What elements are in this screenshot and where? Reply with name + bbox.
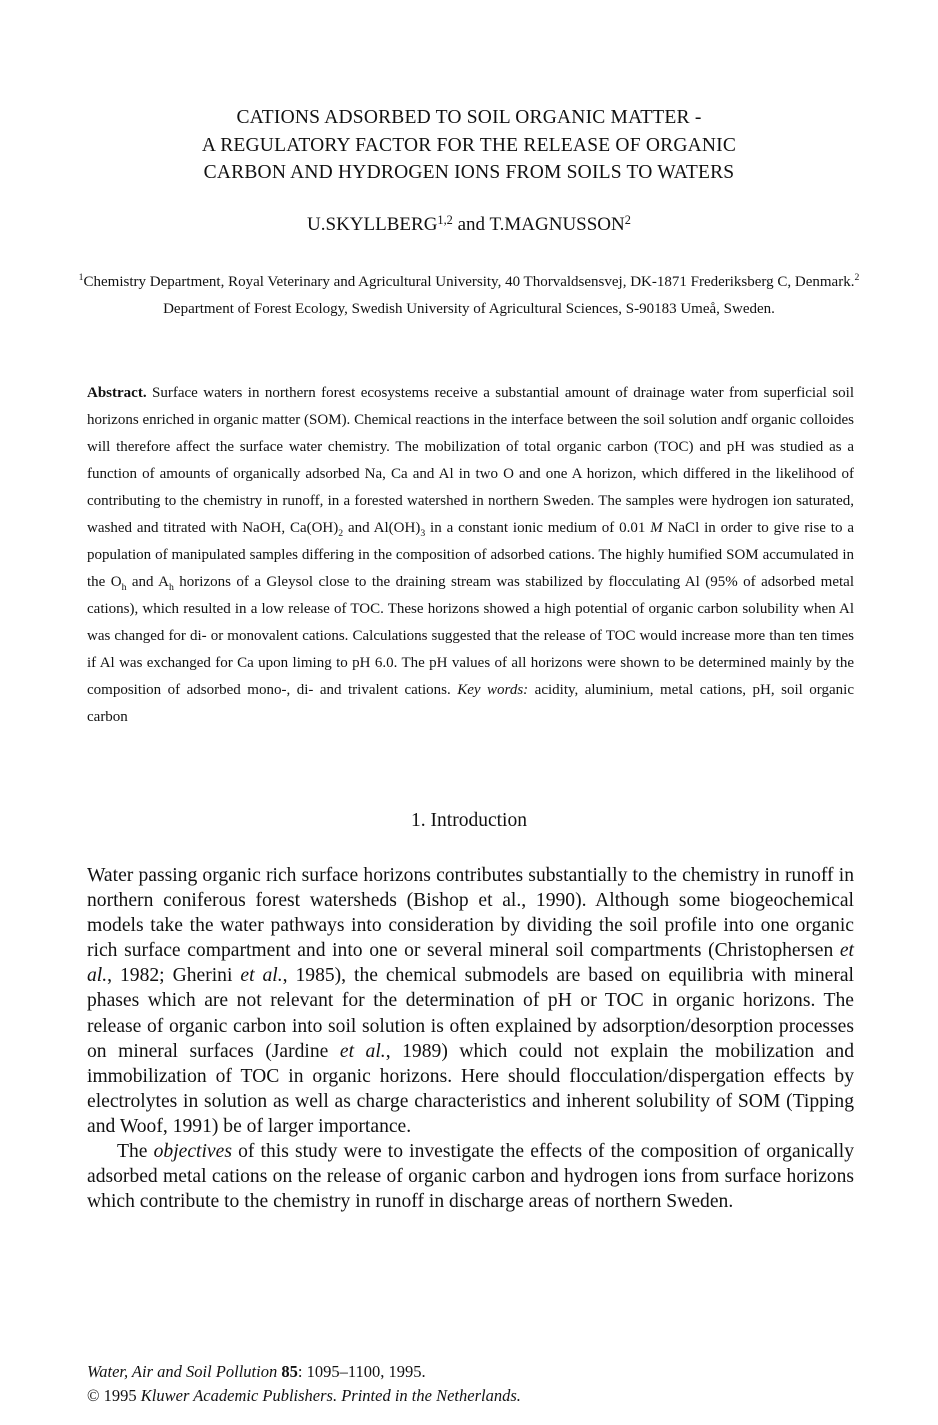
abstract-text: and Al(OH) [343, 520, 421, 536]
body-text: Water passing organic rich surface horizons contributes substantially to the chemistry in runoff in northern coniferous forest watersheds (Bishop et al., 1990). Although some biogeochemical models take the water pathways into consideration by dividing the soil profile into one organic rich surface compartment and into one or several mineral soil compartments (Christophersen [87, 865, 854, 962]
paragraph [87, 863, 854, 1139]
affiliation-marker: 1 [78, 272, 84, 283]
title-line: CATIONS ADSORBED TO SOIL ORGANIC MATTER - [236, 107, 702, 128]
abstract-text: Surface waters in northern forest ecosystems receive a substantial amount of drainage water from superficial soil horizons enriched in organic matter (SOM). Chemical reactions in the interface between the soil solution andf organic colloides will therefore affect the surface water chemistry. The mobilization of total organic carbon (TOC) and pH was studied as a function of amounts of organically adsorbed Na, Ca and Al in two O and one A horizon, which differed in the likelihood of contributing to the chemistry in runoff, in a forested watershed in northern Sweden. The samples were hydrogen ion saturated, washed and titrated with NaOH, Ca(OH) [87, 385, 854, 536]
title-line: A REGULATORY FACTOR FOR THE RELEASE OF ORGANIC [201, 134, 737, 156]
body-text: , 1985), the chemical submodels are based on equilibria with mineral phases which are not relevant for the determination of pH or TOC in organic horizons. The release of organic carbon into soil solution is often explained by adsorption/desorption processes on mineral surfaces (Jardine [87, 965, 854, 1062]
abstract-label: Abstract. [87, 385, 147, 401]
affiliation-marker: 2 [854, 272, 860, 283]
abstract-text: NaCl in order to give rise to a population of manipulated samples differing in the composition of adsorbed cations. The highly humified SOM accumulated in the O [87, 520, 854, 590]
emphasis: objectives [153, 1141, 232, 1163]
affiliation-text: Department of Forest Ecology, Swedish University of Agricultural Sciences, S-90183 Umeå, Sweden. [163, 301, 775, 317]
keywords-label: Key words: [457, 682, 529, 698]
subscript: h [121, 582, 127, 593]
body-text: The [117, 1141, 154, 1163]
keywords: acidity, aluminium, metal cations, pH, soil organic carbon [87, 682, 854, 725]
abstract-text: horizons of a Gleysol close to the draining stream was stabilized by flocculating Al (95% of adsorbed metal cations), which resulted in a low release of TOC. These horizons showed a high potential of organic carbon solubility when Al was changed for di- or monovalent cations. Calculations suggested that the release of TOC would increase more than ten times if Al was exchanged for Ca upon liming to pH 6.0. The pH values of all horizons were shown to be determined mainly by the composition of adsorbed mono-, di- and trivalent cations. [87, 574, 854, 698]
volume: 85 [281, 1362, 298, 1381]
abstract [87, 380, 854, 731]
author-affiliation-marker: 2 [624, 213, 631, 227]
author-name: U.SKYLLBERG [307, 214, 438, 235]
journal-name: Water, Air and Soil Pollution [87, 1362, 282, 1381]
author-separator: and [452, 214, 490, 235]
body-text: , 1989) which could not explain the mobilization and immobilization of TOC in organic horizons. Here should flocculation/dispergation effects by electrolytes in solution as well as charge characteristics and inherent solubility of SOM (Tipping and Woof, 1991) be of larger importance. [87, 1040, 854, 1137]
et-al: et al. [87, 940, 854, 987]
affiliation-text: Chemistry Department, Royal Veterinary and Agricultural University, 40 Thorvaldsensvej, DK-1871 Frederiksberg C, Denmark. [83, 274, 855, 290]
publisher: Kluwer Academic Publishers. Printed in the Netherlands. [140, 1386, 521, 1405]
body-text: of this study were to investigate the effects of the composition of organically adsorbed metal cations on the release of organic carbon and hydrogen ions from surface horizons which contribute to the chemistry in runoff in discharge areas of northern Sweden. [87, 1141, 854, 1213]
citation-footer [87, 1360, 521, 1408]
paper-title [0, 104, 938, 187]
author-affiliation-marker: 1,2 [437, 213, 453, 227]
abstract-text: in a constant ionic medium of 0.01 [425, 520, 651, 536]
subscript: 3 [420, 528, 426, 539]
subscript: h [169, 582, 174, 593]
journal-citation [87, 1360, 521, 1384]
author-name: T.MAGNUSSON [489, 214, 625, 235]
molar-unit: M [650, 520, 663, 536]
et-al: et al. [339, 1040, 386, 1062]
section-heading: 1. Introduction [411, 810, 527, 831]
copyright-year: © 1995 [87, 1386, 141, 1405]
body-text: , 1982; Gherini [107, 965, 241, 987]
pages: : 1095–1100, 1995. [297, 1362, 426, 1381]
title-line: CARBON AND HYDROGEN IONS FROM SOILS TO WATERS [203, 162, 735, 183]
subscript: 2 [338, 528, 344, 539]
authors [0, 214, 938, 236]
paragraph [87, 1139, 854, 1214]
abstract-text: and A [126, 574, 169, 590]
introduction-body [87, 863, 854, 1214]
affiliations [60, 269, 878, 323]
et-al: et al. [240, 965, 283, 987]
copyright [87, 1384, 521, 1408]
